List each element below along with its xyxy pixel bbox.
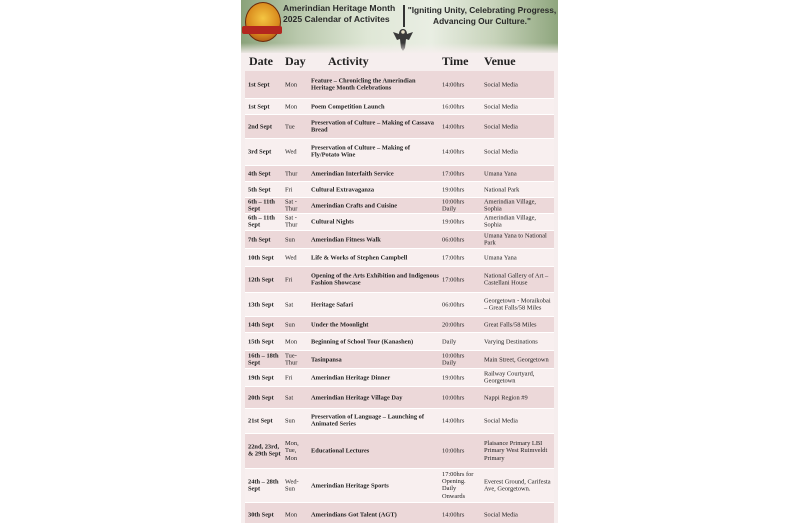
cell-venue: Georgetown - Moraikobai – Great Falls/58 Miles [484,297,551,312]
cell-time: 10:00hrs [442,393,465,401]
cell-day: Fri [285,275,293,283]
header-activity: Activity [328,54,369,68]
cell-venue: Social Media [484,102,518,110]
schedule-table [245,71,554,523]
cell-date: 20th Sept [248,393,274,401]
cell-venue: Varying Destinations [484,337,538,345]
table-row [245,409,554,434]
cell-activity: Amerindian Interfaith Service [311,169,394,177]
cell-date: 6th – 11th Sept [248,214,275,229]
cell-date: 2nd Sept [248,122,272,130]
cell-time: 06:00hrs [442,235,465,243]
cell-activity: Preservation of Language – Launching of Animated Series [311,413,424,428]
table-row [245,434,554,469]
cell-day: Sat [285,393,294,401]
cell-activity: Beginning of School Tour (Kanashen) [311,337,414,345]
header-venue: Venue [484,54,516,68]
header-day: Day [285,54,306,68]
cell-venue: Social Media [484,80,518,88]
cell-venue: National Park [484,185,520,193]
cell-day: Thur [285,169,298,177]
cell-day: Sun [285,320,295,328]
table-row [245,387,554,409]
cell-day: Fri [285,185,293,193]
cell-activity: Amerindian Heritage Dinner [311,373,391,381]
cell-venue: Amerindian Village, Sophia [484,214,537,229]
banner-title: Amerindian Heritage Month 2025 Calendar of Activites [283,3,396,24]
table-row [245,503,554,523]
table-row [245,99,554,115]
table-row [245,293,554,317]
table-row [245,182,554,198]
cell-day: Wed-Sun [285,478,299,493]
cell-activity: Preservation of Culture – Making of Cassava Bread [311,119,434,134]
cell-venue: Great Falls/58 Miles [484,320,537,328]
cell-activity: Amerindian Fitness Walk [311,235,381,243]
cell-date: 1st Sept [248,80,270,88]
cell-date: 13th Sept [248,300,274,308]
cell-date: 16th – 18th Sept [248,352,279,367]
table-row [245,71,554,99]
cell-time: Daily [442,337,457,345]
cell-date: 24th – 28th Sept [248,478,279,493]
cell-date: 7th Sept [248,235,271,243]
cell-time: 14:00hrs [442,122,465,130]
cell-day: Tue-Thur [285,352,298,367]
cell-activity: Life & Works of Stephen Campbell [311,253,408,261]
banner-slogan: "Igniting Unity, Celebrating Progress, Advancing Our Culture." [407,5,557,26]
table-header [241,53,558,70]
cell-date: 4th Sept [248,169,271,177]
cell-activity: Cultural Extravaganza [311,185,375,193]
cell-time: 14:00hrs [442,417,465,425]
table-row [245,231,554,249]
cell-venue: Umana Yana to National Park [484,232,547,247]
cell-venue: Umana Yana [484,169,517,177]
cell-day: Mon [285,511,298,519]
cell-venue: Social Media [484,417,518,425]
cell-day: Fri [285,373,293,381]
cell-day: Sat - Thur [285,198,298,213]
cell-time: 17:00hrs [442,169,465,177]
table-row [245,267,554,293]
cell-venue: Amerindian Village, Sophia [484,198,537,213]
cell-date: 1st Sept [248,102,270,110]
cell-date: 22nd, 23rd, & 29th Sept [248,443,281,458]
cell-date: 5th Sept [248,185,271,193]
cell-date: 6th – 11th Sept [248,198,275,213]
cell-activity: Amerindian Heritage Village Day [311,393,403,401]
cell-venue: Social Media [484,122,518,130]
cell-day: Mon [285,337,298,345]
cell-day: Mon [285,102,298,110]
table-row [245,249,554,267]
cell-date: 15th Sept [248,337,274,345]
cell-time: 10:00hrs Daily [442,352,465,367]
banner-divider [403,5,405,27]
cell-venue: Nappi Region #9 [484,393,528,401]
cell-activity: Educational Lectures [311,447,370,455]
cell-day: Sun [285,417,295,425]
cell-time: 19:00hrs [442,185,465,193]
cell-time: 14:00hrs [442,80,465,88]
cell-activity: Heritage Safari [311,300,354,308]
cell-date: 30th Sept [248,511,274,519]
cell-date: 12th Sept [248,275,274,283]
table-row [245,115,554,139]
cell-venue: Plaisance Primary LBI Primary West Ruimveldt Primary [484,439,548,462]
header-date: Date [249,54,273,68]
table-row [245,469,554,503]
cell-date: 3rd Sept [248,148,272,156]
table-row [245,198,554,214]
cell-activity: Amerindian Crafts and Cuisine [311,201,398,209]
cell-day: Mon [285,80,298,88]
cell-activity: Feature – Chronicling the Amerindian Heritage Month Celebrations [311,77,416,92]
cell-time: 19:00hrs [442,218,465,226]
cell-venue: Umana Yana [484,253,517,261]
cell-time: 10:00hrs [442,447,465,455]
header-time: Time [442,54,469,68]
logo-ribbon [242,26,282,34]
cell-venue: Main Street, Georgetown [484,355,549,363]
poster [241,0,558,523]
cell-day: Wed [285,148,297,156]
cell-date: 10th Sept [248,253,274,261]
cell-activity: Under the Moonlight [311,320,369,328]
table-row [245,166,554,182]
cell-time: 14:00hrs [442,511,465,519]
table-row [245,333,554,351]
cell-time: 19:00hrs [442,373,465,381]
table-row [245,214,554,231]
cell-day: Wed [285,253,297,261]
cell-date: 14th Sept [248,320,274,328]
cell-time: 16:00hrs [442,102,465,110]
cell-day: Tue [285,122,295,130]
table-row [245,139,554,166]
cell-activity: Opening of the Arts Exhibition and Indigenous Fashion Showcase [311,272,439,287]
cell-time: 17:00hrs for Opening. Daily Onwards [442,470,474,500]
cell-activity: Amerindian Heritage Sports [311,481,389,489]
cell-venue: Everest Ground, Carifesta Ave, Georgetown. [484,478,551,493]
cell-time: 14:00hrs [442,148,465,156]
cell-day: Sun [285,235,295,243]
cell-day: Sat [285,300,294,308]
cell-activity: Poem Competition Launch [311,102,385,110]
cell-activity: Amerindians Got Talent (AGT) [311,511,397,519]
cell-venue: National Gallery of Art – Castellani House [484,272,549,287]
cell-activity: Tasinpansa [311,355,342,363]
cell-date: 19th Sept [248,373,274,381]
table-row [245,317,554,333]
cell-time: 17:00hrs [442,253,465,261]
cell-date: 21st Sept [248,417,273,425]
cell-activity: Preservation of Culture – Making of Fly/Potato Wine [311,144,410,159]
cell-venue: Social Media [484,511,518,519]
table-row [245,369,554,387]
cell-day: Mon, Tue, Mon [285,439,299,462]
cell-day: Sat - Thur [285,214,298,229]
cell-activity: Cultural Nights [311,218,354,226]
cell-time: 06:00hrs [442,300,465,308]
heritage-logo [245,2,281,42]
cell-time: 10:00hrs Daily [442,198,465,213]
cell-venue: Railway Courtyard, Georgetown [484,370,535,385]
harpy-eagle-icon [391,26,415,52]
table-row [245,351,554,369]
cell-time: 17:00hrs [442,275,465,283]
banner [241,0,558,53]
cell-time: 20:00hrs [442,320,465,328]
cell-venue: Social Media [484,148,518,156]
